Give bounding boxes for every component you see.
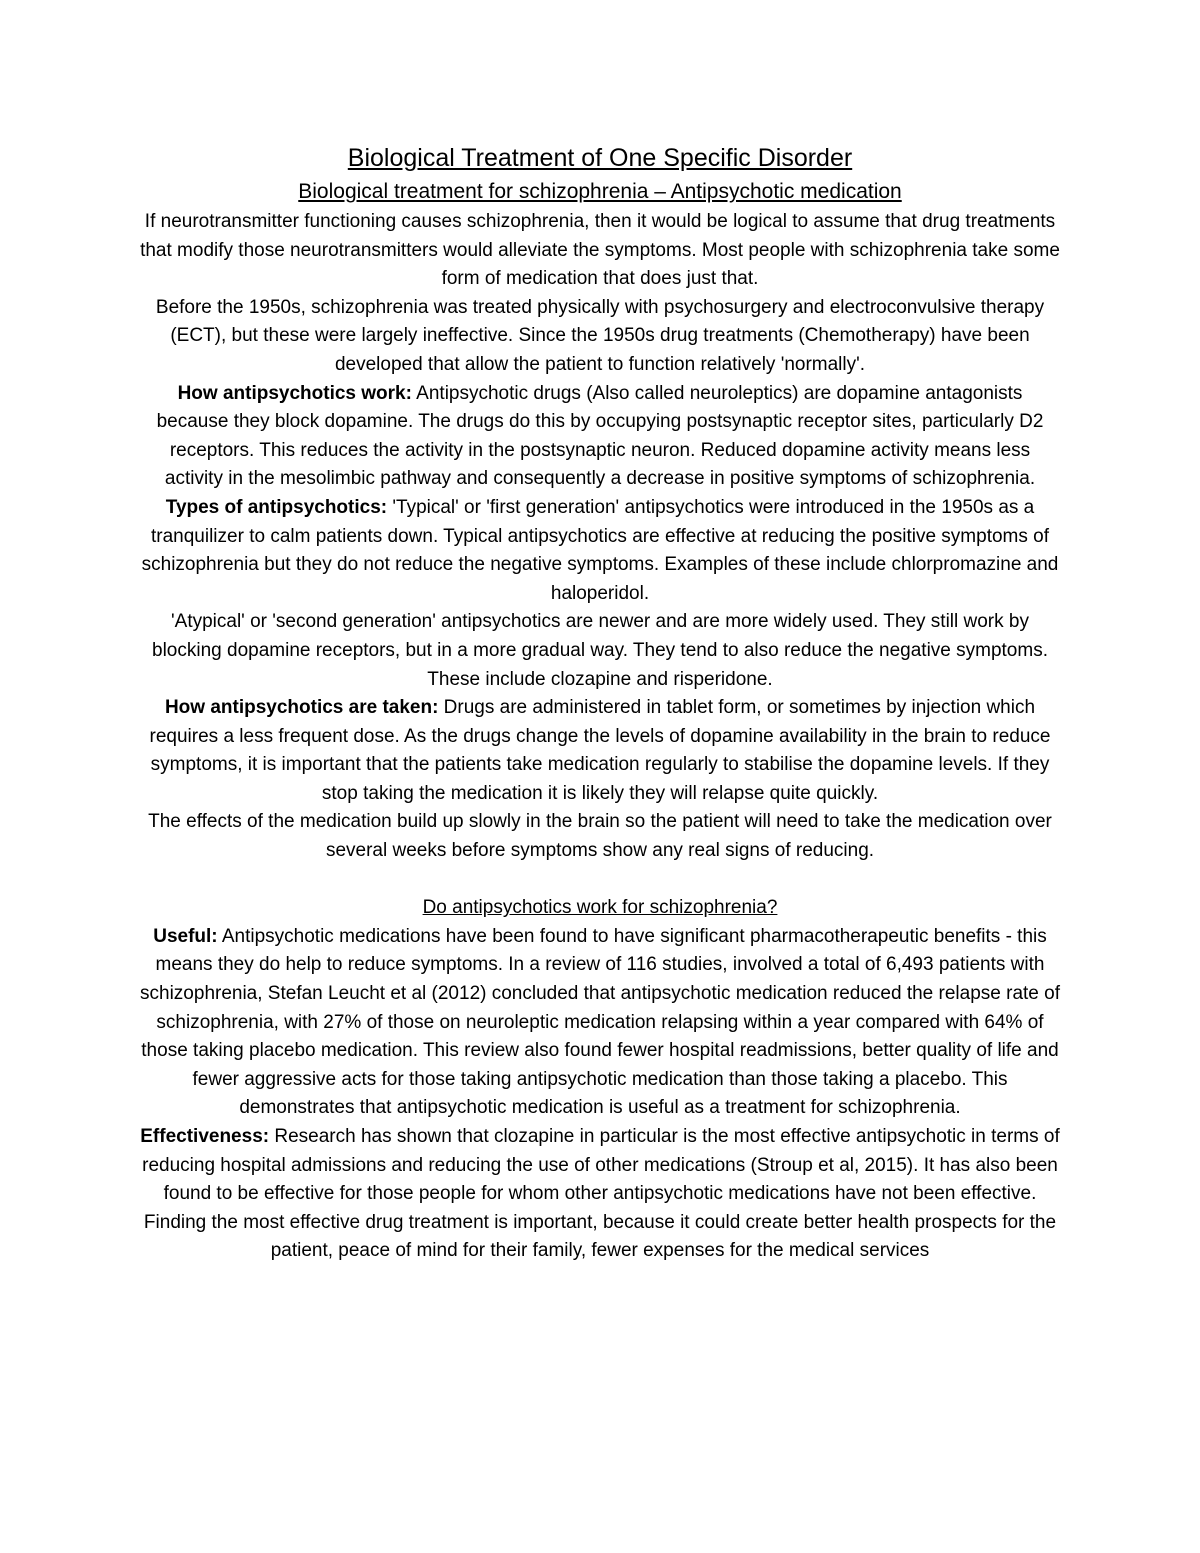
document-page [140, 140, 1060, 1266]
label-types: Types of antipsychotics: [165, 496, 388, 518]
paragraph-types [140, 494, 1060, 608]
text-how-work: Antipsychotic drugs (Also called neuroleptics) are dopamine antagonists because they block dopamine. The drugs do this by occupying postsynaptic receptor sites, particularly D2 receptors. This reduces the activity in the postsynaptic neuron. Reduced dopamine activity means less activity in the mesolimbic pathway and consequently a decrease in positive symptoms of schizophrenia. [156, 382, 1044, 490]
text-useful: Antipsychotic medications have been found to have significant pharmacotherapeutic benefits - this means they do help to reduce symptoms. In a review of 116 studies, involved a total of 6,493 patients with schizophrenia, Stefan Leucht et al (2012) concluded that antipsychotic medication reduced the relapse rate of schizophrenia, with 27% of those on neuroleptic medication relapsing within a year compared with 64% of those taking placebo medication. This review also found fewer hospital readmissions, better quality of life and fewer aggressive acts for those taking antipsychotic medication than those taking a placebo. This demonstrates that antipsychotic medication is useful as a treatment for schizophrenia. [140, 925, 1060, 1119]
paragraph-how-work [140, 380, 1060, 494]
section-heading: Do antipsychotics work for schizophrenia? [422, 897, 778, 919]
paragraph-finding: Finding the most effective drug treatment is important, because it could create better health prospects for the patient, peace of mind for their family, fewer expenses for the medical services [143, 1211, 1057, 1262]
label-how-work: How antipsychotics work: [177, 382, 412, 404]
paragraph-intro: If neurotransmitter functioning causes schizophrenia, then it would be logical to assume that drug treatments that modify those neurotransmitters would alleviate the symptoms. Most people with schizophrenia take some form of medication that does just that. [140, 211, 1060, 290]
document-title: Biological Treatment of One Specific Disorder [347, 144, 853, 172]
text-types: 'Typical' or 'first generation' antipsychotics were introduced in the 1950s as a tranquilizer to calm patients down. Typical antipsychotics are effective at reducing the positive symptoms of schizophrenia but they do not reduce the negative symptoms. Examples of these include chlorpromazine and haloperidol. [141, 496, 1059, 604]
paragraph-atypical: 'Atypical' or 'second generation' antipsychotics are newer and are more widely used. They still work by blocking dopamine receptors, but in a more gradual way. They tend to also reduce the negative symptoms. These include clozapine and risperidone. [152, 611, 1048, 690]
paragraph-effectiveness [140, 1123, 1060, 1209]
paragraph-effects: The effects of the medication build up slowly in the brain so the patient will need to take the medication over several weeks before symptoms show any real signs of reducing. [148, 811, 1052, 862]
label-how-taken: How antipsychotics are taken: [164, 697, 439, 719]
label-effectiveness: Effectiveness: [140, 1126, 270, 1147]
paragraph-useful [140, 923, 1060, 1123]
text-effectiveness: Research has shown that clozapine in particular is the most effective antipsychotic in terms of reducing hospital admissions and reducing the use of other medications (Stroup et al, 2015). It has also been found to be effective for those people for whom other antipsychotic medications have not been effective. [142, 1126, 1060, 1205]
paragraph-how-taken [140, 694, 1060, 808]
paragraph-history: Before the 1950s, schizophrenia was treated physically with psychosurgery and electroconvulsive therapy (ECT), but these were largely ineffective. Since the 1950s drug treatments (Chemotherapy) have been developed that allow the patient to function relatively 'normally'. [155, 296, 1045, 375]
text-how-taken: Drugs are administered in tablet form, or sometimes by injection which requires a less frequent dose. As the drugs change the levels of dopamine availability in the brain to reduce symptoms, it is important that the patients take medication regularly to stabilise the dopamine levels. If they stop taking the medication it is likely they will relapse quite quickly. [149, 697, 1051, 804]
document-subtitle: Biological treatment for schizophrenia – Antipsychotic medication [298, 180, 902, 203]
blank-line [140, 866, 1060, 895]
label-useful: Useful: [153, 925, 218, 947]
